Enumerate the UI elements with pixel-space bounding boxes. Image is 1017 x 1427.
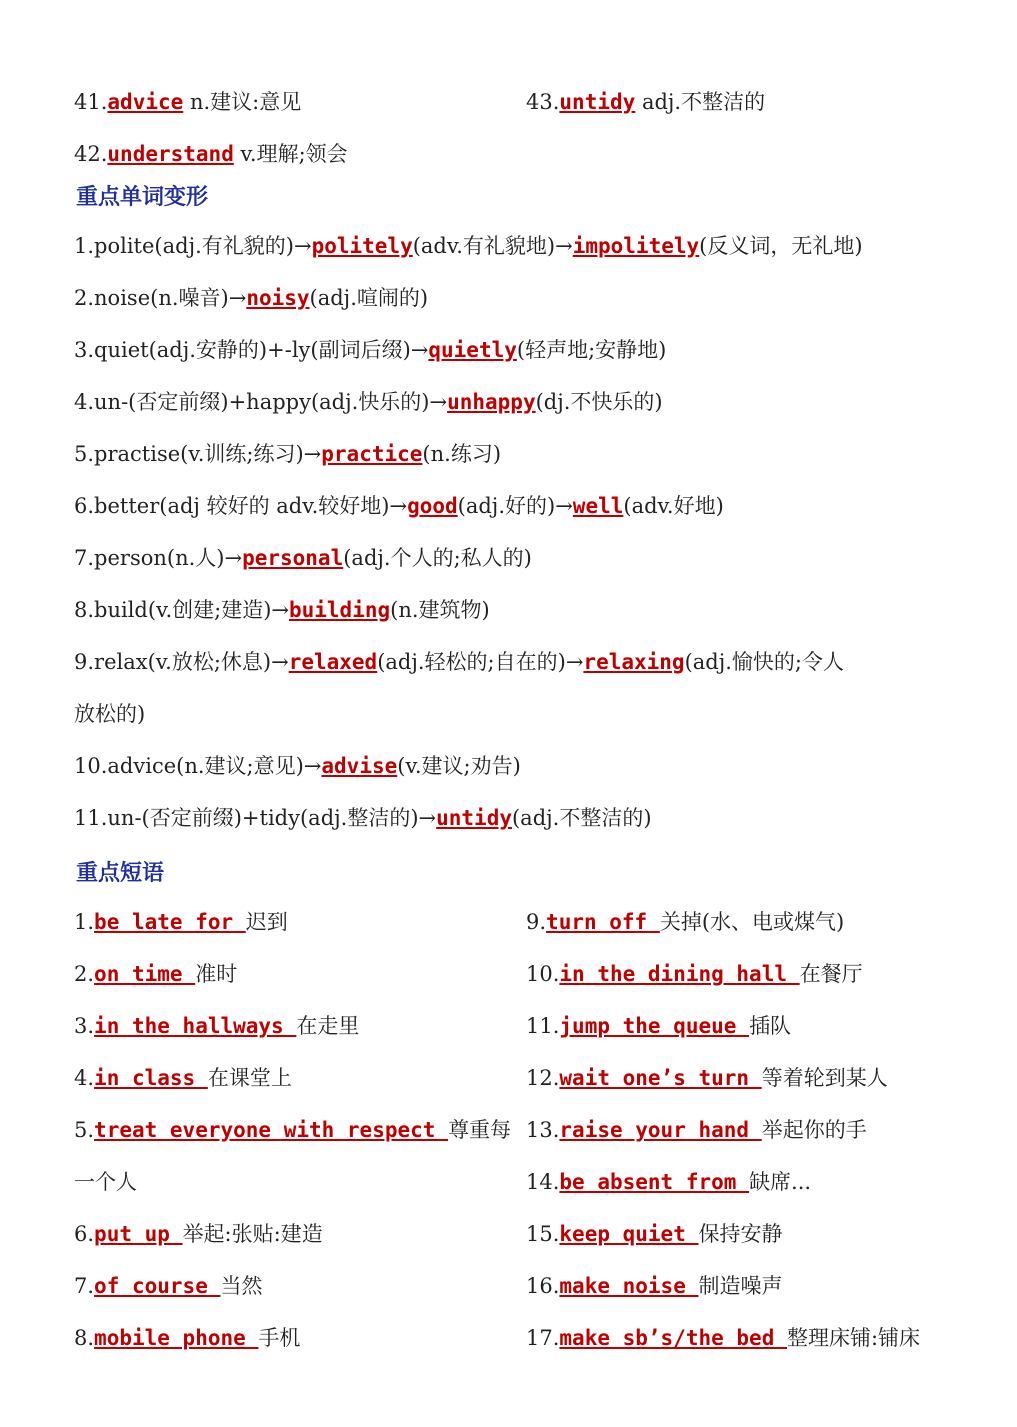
phrase-item [526,1272,782,1300]
phrase-meaning: 缺席... [749,1170,812,1194]
answer-phrase: treat everyone with respect [94,1118,449,1142]
word-form-item [74,336,666,364]
phrase-meaning: 手机 [258,1326,301,1350]
answer-word: politely [311,234,413,258]
answer-word: relaxing [583,650,685,674]
form-text: (adj.喧闹的) [309,286,429,310]
form-text: (adj.个人的;私人的) [343,546,532,570]
answer-phrase: in class [94,1066,208,1090]
item-number: 41. [74,90,108,114]
phrase-item [74,1272,262,1300]
phrase-meaning: 当然 [220,1274,263,1298]
item-number: 17. [526,1326,560,1350]
phrase-meaning: 制造噪声 [698,1274,783,1298]
definition: adj.不整洁的 [635,90,766,114]
word-form-item [74,596,490,624]
form-text: 6.better(adj 较好的 adv.较好地)→ [74,494,408,518]
section-heading-phrases: 重点短语 [76,861,165,886]
item-number: 1. [74,910,95,934]
form-text: 1.polite(adj.有礼貌的)→ [74,234,312,258]
form-text: 9.relax(v.放松;休息)→ [74,650,289,674]
vocab-item-41 [74,88,301,116]
phrase-item [526,1168,811,1196]
phrase-meaning: 举起你的手 [761,1118,867,1142]
form-text: (adj.好的)→ [457,494,573,518]
form-text: (adj.愉快的;令人 [684,650,844,674]
answer-word: impolitely [572,234,700,258]
phrase-meaning: 插队 [749,1014,792,1038]
answer-phrase: turn off [546,910,660,934]
word-form-item [74,492,724,520]
phrase-item [526,1324,920,1352]
phrase-meaning: 尊重每 [448,1118,512,1142]
phrase-meaning: 一个人 [74,1170,137,1194]
form-text: 放松的) [74,702,146,726]
answer-word: good [407,494,458,518]
phrase-item [526,908,844,936]
answer-phrase: be absent from [559,1170,750,1194]
phrase-item [74,1220,323,1248]
answer-word: building [288,598,391,622]
answer-phrase: make sb’s/the bed [559,1326,787,1350]
form-text: (n.练习) [422,442,502,466]
word-form-item [74,544,532,572]
phrase-meaning: 准时 [195,962,238,986]
answer-word: untidy [436,806,512,830]
item-number: 15. [526,1222,560,1246]
phrase-item [526,1064,888,1092]
item-number: 5. [74,1118,95,1142]
form-text: (v.建议;劝告) [397,754,521,778]
form-text: 5.practise(v.训练;练习)→ [74,442,322,466]
item-number: 10. [526,962,560,986]
phrase-item [74,908,288,936]
phrase-item [74,960,237,988]
item-number: 9. [526,910,547,934]
phrase-meaning: 迟到 [245,910,288,934]
form-text: 8.build(v.创建;建造)→ [74,598,289,622]
form-text: 4.un-(否定前缀)+happy(adj.快乐的)→ [74,390,448,414]
form-text: (adv.有礼貌地)→ [412,234,573,258]
phrase-meaning: 等着轮到某人 [761,1066,888,1090]
form-text: (n.建筑物) [390,598,490,622]
item-number: 43. [526,90,560,114]
form-text: 11.un-(否定前缀)+tidy(adj.整洁的)→ [74,806,437,830]
phrase-item [74,1116,511,1144]
phrase-meaning: 关掉(水、电或煤气) [659,910,845,934]
answer-word: well [572,494,624,518]
answer-phrase: in the dining hall [559,962,800,986]
word-form-item [74,440,501,468]
word-form-item [74,284,428,312]
definition: n.建议:意见 [183,90,302,114]
item-number: 11. [526,1014,560,1038]
answer-word: advise [321,754,398,778]
word-form-item [74,752,521,780]
form-text: 10.advice(n.建议;意见)→ [74,754,322,778]
item-number: 42. [74,142,108,166]
phrase-meaning: 保持安静 [698,1222,783,1246]
item-number: 2. [74,962,95,986]
phrase-meaning: 在课堂上 [207,1066,292,1090]
form-text: 7.person(n.人)→ [74,546,243,570]
phrase-item [74,1324,300,1352]
answer-phrase: make noise [559,1274,699,1298]
answer-word: advice [107,90,184,114]
definition: v.理解;领会 [233,142,348,166]
form-text: (adv.好地) [623,494,724,518]
answer-phrase: of course [94,1274,221,1298]
form-text: (adj.不整洁的) [511,806,652,830]
vocab-item-42 [74,140,348,168]
item-number: 16. [526,1274,560,1298]
form-text: 2.noise(n.噪音)→ [74,286,247,310]
answer-word: relaxed [288,650,378,674]
item-number: 3. [74,1014,95,1038]
vocab-item-43 [526,88,765,116]
phrase-item [526,1012,791,1040]
item-number: 12. [526,1066,560,1090]
item-number: 13. [526,1118,560,1142]
form-text: (dj.不快乐的) [535,390,663,414]
answer-word: quietly [428,338,517,362]
phrase-item [526,960,863,988]
form-text: 3.quiet(adj.安静的)+-ly(副词后缀)→ [74,338,429,362]
form-text: (反义词，无礼地) [699,234,863,258]
word-form-item [74,648,844,676]
phrase-item [74,1064,292,1092]
phrase-meaning: 整理床铺:铺床 [786,1326,921,1350]
phrase-meaning: 举起:张贴:建造 [182,1222,323,1246]
phrase-meaning: 在餐厅 [799,962,863,986]
item-number: 6. [74,1222,95,1246]
word-form-item [74,232,863,260]
phrase-meaning: 在走里 [296,1014,360,1038]
phrase-item [526,1220,782,1248]
answer-phrase: in the hallways [94,1014,297,1038]
word-form-item [74,804,652,832]
answer-word: understand [107,142,234,166]
form-text: (adj.轻松的;自在的)→ [377,650,584,674]
answer-phrase: mobile phone [94,1326,259,1350]
form-text: (轻声地;安静地) [516,338,667,362]
answer-word: practice [321,442,423,466]
word-form-item [74,700,145,728]
item-number: 4. [74,1066,95,1090]
phrase-item [526,1116,867,1144]
answer-phrase: raise your hand [559,1118,762,1142]
answer-word: personal [242,546,344,570]
answer-word: untidy [559,90,636,114]
answer-phrase: keep quiet [559,1222,699,1246]
answer-phrase: wait one’s turn [559,1066,762,1090]
item-number: 7. [74,1274,95,1298]
section-heading-word-forms: 重点单词变形 [76,185,209,210]
item-number: 14. [526,1170,560,1194]
answer-phrase: jump the queue [559,1014,750,1038]
answer-phrase: be late for [94,910,246,934]
answer-word: unhappy [447,390,536,414]
phrase-item [74,1168,137,1196]
answer-word: noisy [246,286,310,310]
word-form-item [74,388,663,416]
answer-phrase: put up [94,1222,183,1246]
answer-phrase: on time [94,962,196,986]
phrase-item [74,1012,359,1040]
item-number: 8. [74,1326,95,1350]
